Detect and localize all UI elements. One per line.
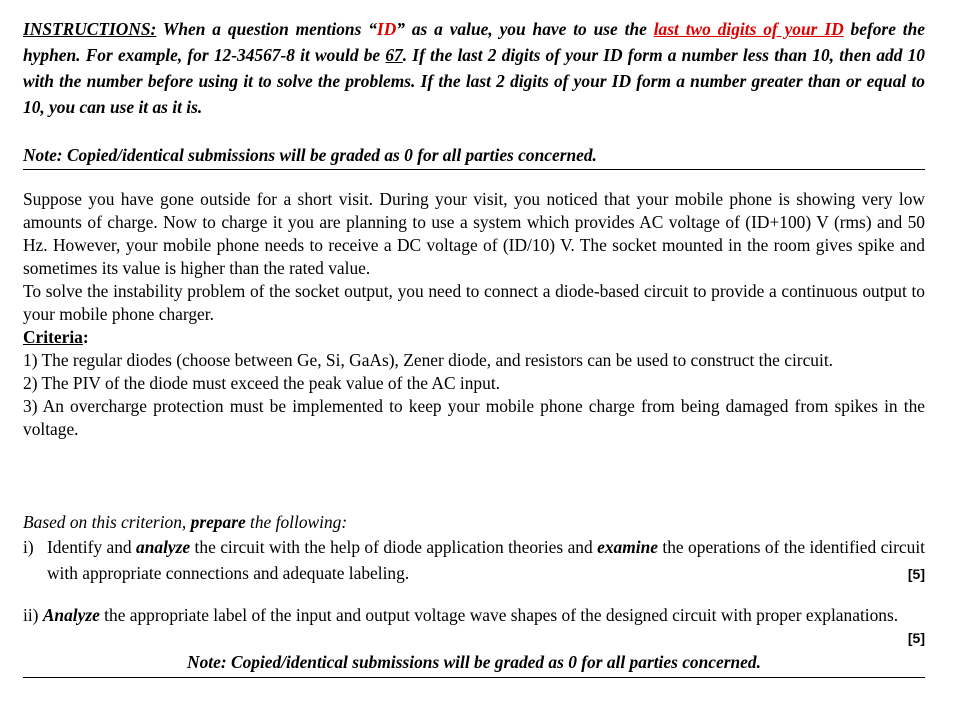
question-i-emph-2: examine — [597, 537, 658, 557]
problem-statement — [23, 188, 925, 441]
based-on-emph: prepare — [190, 512, 246, 532]
criteria-colon: : — [82, 327, 89, 347]
question-ii-text-1: the appropriate label of the input and output voltage wave shapes of the designed circuit with proper explanations. — [99, 605, 899, 625]
instructions-highlight: last two digits of your ID — [653, 19, 844, 39]
instructions-label: INSTRUCTIONS: — [23, 19, 157, 39]
paragraph-scenario: Suppose you have gone outside for a short visit. During your visit, you noticed that your mobile phone is showing very low amounts of charge. Now to charge it you are planning to use a system which provides AC voltage of (ID+100) V (rms) and 50 Hz. However, your mobile phone needs to receive a DC voltage of (ID/10) V. The socket mounted in the room gives spike and sometimes its value is higher than the rated value. — [23, 189, 925, 278]
note-bottom: Note: Copied/identical submissions will be graded as 0 for all parties concerned. — [187, 652, 761, 672]
paragraph-objective: To solve the instability problem of the socket output, you need to connect a diode-based circuit to provide a continuous output to your mobile phone charger. — [23, 281, 925, 324]
instructions-id-word: ID — [376, 19, 397, 39]
question-ii-emph-1: Analyze — [42, 605, 100, 625]
question-i-marks: [5] — [907, 566, 925, 582]
instructions-text-4: . If the last 2 digits of your ID form a number less than 10, then add 10 with the number before using it to solve the problems. If the last 2 digits of your ID form a number greater than or equal to 10, you can use it as it is. — [23, 45, 925, 117]
based-on-line — [23, 511, 925, 534]
divider-bottom — [23, 677, 925, 678]
question-ii — [23, 604, 925, 627]
criteria-heading: Criteria — [23, 327, 83, 347]
question-i-label: i) — [23, 537, 34, 557]
question-i-emph-1: analyze — [136, 537, 191, 557]
question-i-text-3: the operations of the identified circuit with appropriate connections and adequate labeling. — [47, 537, 925, 583]
criteria-heading-line — [23, 326, 925, 349]
question-i-text-1: Identify and — [47, 537, 137, 557]
instructions-text-1: When a question mentions “ — [156, 19, 377, 39]
instructions-example-value: 67 — [385, 45, 403, 65]
question-ii-marks: [5] — [907, 630, 925, 646]
note-top: Note: Copied/identical submissions will be graded as 0 for all parties concerned. — [23, 145, 597, 165]
criteria-item-1: 1) The regular diodes (choose between Ge, Si, GaAs), Zener diode, and resistors can be used to construct the circuit. — [23, 350, 834, 370]
based-on-text-2: the following: — [245, 512, 348, 532]
question-i-text-2: the circuit with the help of diode application theories and — [190, 537, 598, 557]
question-i-text — [47, 534, 925, 586]
divider-top — [23, 169, 925, 170]
question-ii-label: ii) — [23, 605, 43, 625]
instructions-text-3: before the hyphen. For example, for 12-34567-8 it would be — [23, 19, 926, 65]
instructions-text-2: ” as a value, you have to use the — [396, 19, 654, 39]
criteria-item-2: 2) The PIV of the diode must exceed the peak value of the AC input. — [23, 373, 501, 393]
based-on-text-1: Based on this criterion, — [23, 512, 191, 532]
criteria-item-3: 3) An overcharge protection must be implemented to keep your mobile phone charge from being damaged from spikes in the voltage. — [23, 396, 925, 439]
instructions-block — [23, 16, 925, 120]
